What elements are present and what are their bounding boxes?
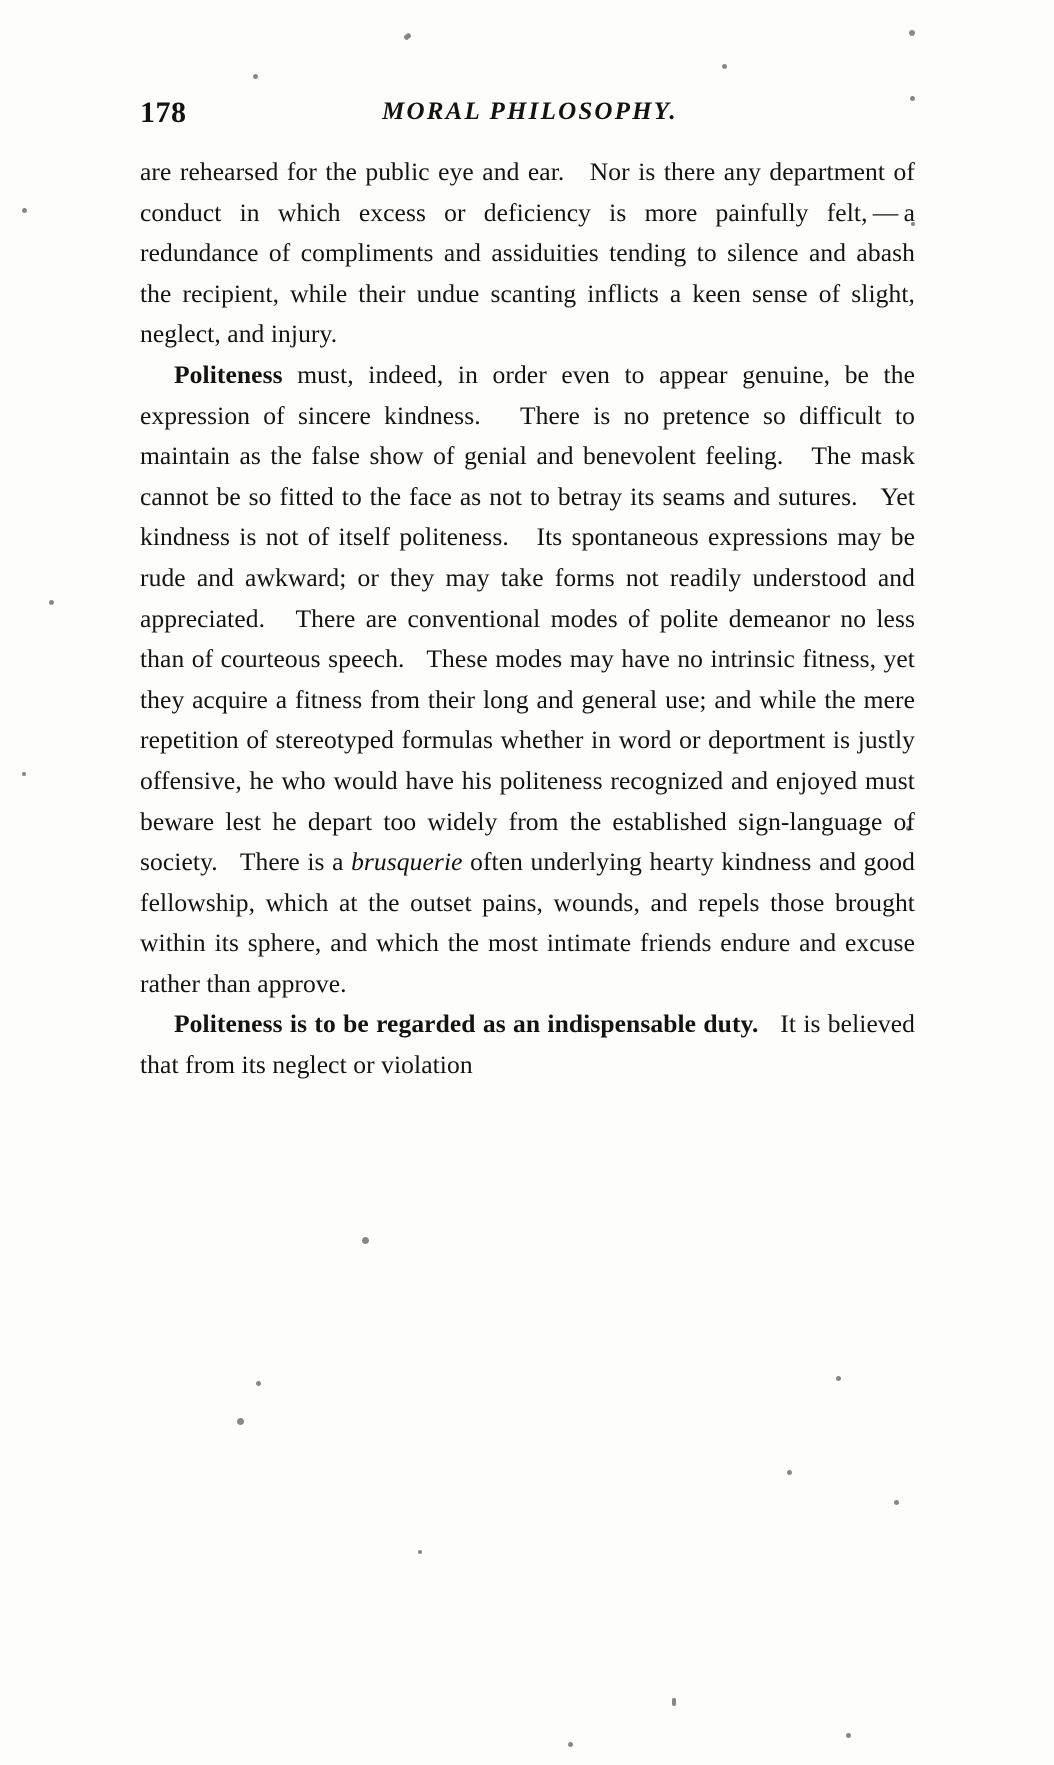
running-title: MORAL PHILOSOPHY. [382,98,678,125]
page-text-body [140,152,915,1086]
page-number: 178 [140,96,187,129]
paper-speck [836,1376,841,1381]
page-header [140,96,920,140]
paragraph-text: It is believed that from its neglect or violation [140,1009,915,1080]
paper-speck [22,772,26,776]
paragraph-lead-in: Politeness is to be regarded as an indispensable duty. [174,1009,759,1039]
paper-speck [256,1381,261,1386]
paper-speck [237,1418,244,1425]
paper-speck [787,1470,792,1475]
paper-speck [49,600,54,605]
paper-speck [253,74,258,79]
paper-speck [846,1733,851,1738]
paper-speck [894,1500,899,1505]
paper-speck [909,30,915,36]
paper-speck [568,1742,573,1747]
paper-speck [362,1237,369,1244]
paragraph-continued: are rehearsed for the public eye and ear. Nor is there any department of conduct in which excess or deficiency is more painfully felt, — a redundance of compliments and assiduities tending to silence and abash the recipient, while their undue scanting inflicts a keen sense of slight, neglect, and injury. [140,157,915,349]
paper-speck [418,1550,422,1554]
paragraph-lead-in: Politeness [174,359,283,389]
paragraph-text: must, indeed, in order even to appear genuine, be the expression of sincere kindness. There is no pretence so difficult to maintain as the false show of genial and benevolent feeling. The mask cannot be so fitted to the face as not to betray its seams and sutures. Yet kindness is not of itself politeness. Its spontaneous expressions may be rude and awkward; or they may take forms not readily understood and appreciated. There are conventional modes of polite demeanor no less than of courteous speech. These modes may have no intrinsic fitness, yet they acquire a fitness from their long and general use; and while the mere repetition of stereotyped formulas whether in word or deportment is justly offensive, he who would have his politeness recognized and enjoyed must beware lest he depart too widely from the established sign-language of society. There is a [140,359,915,877]
paragraph-indispensable-duty [140,1004,915,1085]
paper-speck [672,1698,676,1706]
paragraph-politeness-genuine [140,355,915,1005]
paragraph-text-tail: often underlying hearty kindness and good fellowship, which at the outset pains, wounds, and repels those brought within its sphere, and which the most intimate friends endure and excuse rather than approve. [140,847,916,998]
italic-term: brusquerie [351,847,463,877]
paper-speck [22,208,27,213]
paper-speck [403,32,412,40]
paper-speck [722,64,727,69]
